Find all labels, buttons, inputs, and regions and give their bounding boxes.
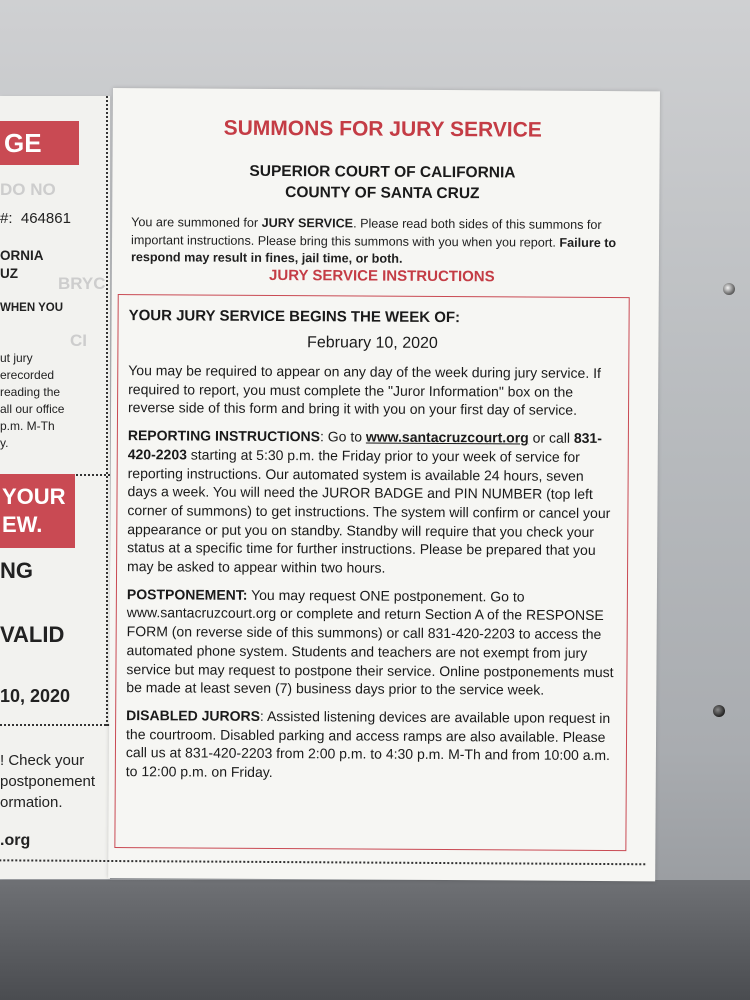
screw-icon	[723, 283, 735, 295]
service-week-date: February 10, 2020	[307, 334, 438, 352]
disabled-jurors-paragraph	[126, 706, 614, 784]
body-fragment: reading the	[0, 385, 61, 399]
intro-text: You are summoned for	[131, 215, 262, 230]
court-fragment: ORNIA	[0, 248, 44, 263]
date-fragment: 10, 2020	[0, 686, 71, 706]
disabled-jurors-label: DISABLED JURORS	[126, 707, 261, 724]
reporting-text: : Go to	[319, 428, 366, 445]
url-fragment: .org	[0, 832, 31, 849]
reporting-instructions	[127, 426, 616, 579]
faint-text: CI	[70, 331, 87, 350]
body-fragment: p.m. M-Th	[0, 419, 55, 433]
failure-warning: Failure to respond may result in fines, jail time, or both.	[130, 235, 617, 266]
reporting-text: starting at 5:30 p.m. the Friday prior to your week of service for reporting instructions. Our automated system is available 24 hours, seven days a week. You will need the JUROR BADGE and PIN NUMBER (top left corner of summons) to get instructions. The system will confirm or cancel your appearance or put you on standby. Standby will require that you check your status at a specific time for further instructions. Please be prepared that you may be asked to appear within two hours.	[127, 446, 611, 576]
postponement-text: You may request ONE postponement. Go to www.santacruzcourt.org or complete and return Section A of the RESPONSE FORM (on reverse side of this summons) or call 831-420-2203 to access the automated phone system. Students and teachers are not exempt from jury service but may request to postpone their service. Online postponements must be made at least seven (7) business days prior to the service week.	[126, 586, 614, 698]
large-fragment: NG	[0, 558, 33, 583]
intro-text: . Please read both sides of this summons for important instructions. Please bring this summons with you when you report.	[131, 216, 602, 250]
summons-number-label: #:	[0, 210, 13, 227]
court-website-link[interactable]: www.santacruzcourt.org	[365, 428, 529, 446]
faint-text: BRYC	[58, 274, 106, 293]
summons-number	[0, 210, 71, 227]
summons-intro	[131, 214, 651, 270]
summons-number-value: 464861	[20, 210, 71, 227]
valid-fragment: VALID	[0, 622, 65, 647]
faint-text: DO NO	[0, 180, 56, 199]
badge-banner: GE	[0, 121, 79, 165]
body-fragment: ut jury	[0, 351, 33, 365]
court-line: COUNTY OF SANTA CRUZ	[285, 184, 480, 203]
bottom-fragment: ormation.	[0, 794, 63, 811]
disabled-jurors-text: : Assisted listening devices are available upon request in the courtroom. Disabled parking and access ramps are also available. Please call us at 831-420-2203 from 2:00 p.m. to 4:30 p.m. M-Th and from 10:00 a.m. to 12:00 p.m. on Friday.	[125, 707, 611, 781]
perforation-vertical	[106, 96, 108, 726]
court-phone: 831-420-2203	[127, 429, 602, 463]
reporting-label: REPORTING INSTRUCTIONS	[127, 427, 321, 445]
jury-summons-sheet	[108, 88, 660, 881]
left-tear-off-panel	[0, 96, 110, 879]
court-line: SUPERIOR COURT OF CALIFORNIA	[249, 162, 516, 182]
body-fragment: y.	[0, 436, 9, 450]
when-you-fragment: WHEN YOU	[0, 302, 64, 314]
service-week-label: YOUR JURY SERVICE BEGINS THE WEEK OF:	[128, 307, 461, 327]
perforation-horizontal	[0, 724, 110, 726]
banner-line: EW.	[2, 512, 43, 537]
bottom-fragment: ! Check your	[0, 752, 85, 769]
court-name	[112, 160, 652, 205]
reporting-text: or call	[528, 429, 574, 446]
court-fragment: UZ	[0, 266, 18, 281]
bottom-fragment: postponement	[0, 773, 96, 790]
banner-line: YOUR	[2, 484, 66, 509]
postponement-paragraph	[126, 585, 615, 700]
appearance-paragraph: You may be required to appear on any day of the week during jury service. If required to report, you must complete the "Juror Information" box on the reverse side of this form and bring it with you on your first day of service.	[127, 362, 601, 419]
body-fragment: all our office	[0, 402, 65, 416]
summons-title: SUMMONS FOR JURY SERVICE	[223, 116, 542, 142]
instructions-heading: JURY SERVICE INSTRUCTIONS	[268, 266, 495, 286]
intro-emphasis: JURY SERVICE	[261, 215, 354, 231]
backdrop-metal-edge	[0, 880, 750, 1000]
screw-icon	[713, 705, 725, 717]
instructions-box	[114, 294, 629, 851]
body-fragment: erecorded	[0, 368, 55, 382]
notice-banner	[0, 474, 75, 548]
postponement-label: POSTPONEMENT:	[126, 585, 248, 603]
